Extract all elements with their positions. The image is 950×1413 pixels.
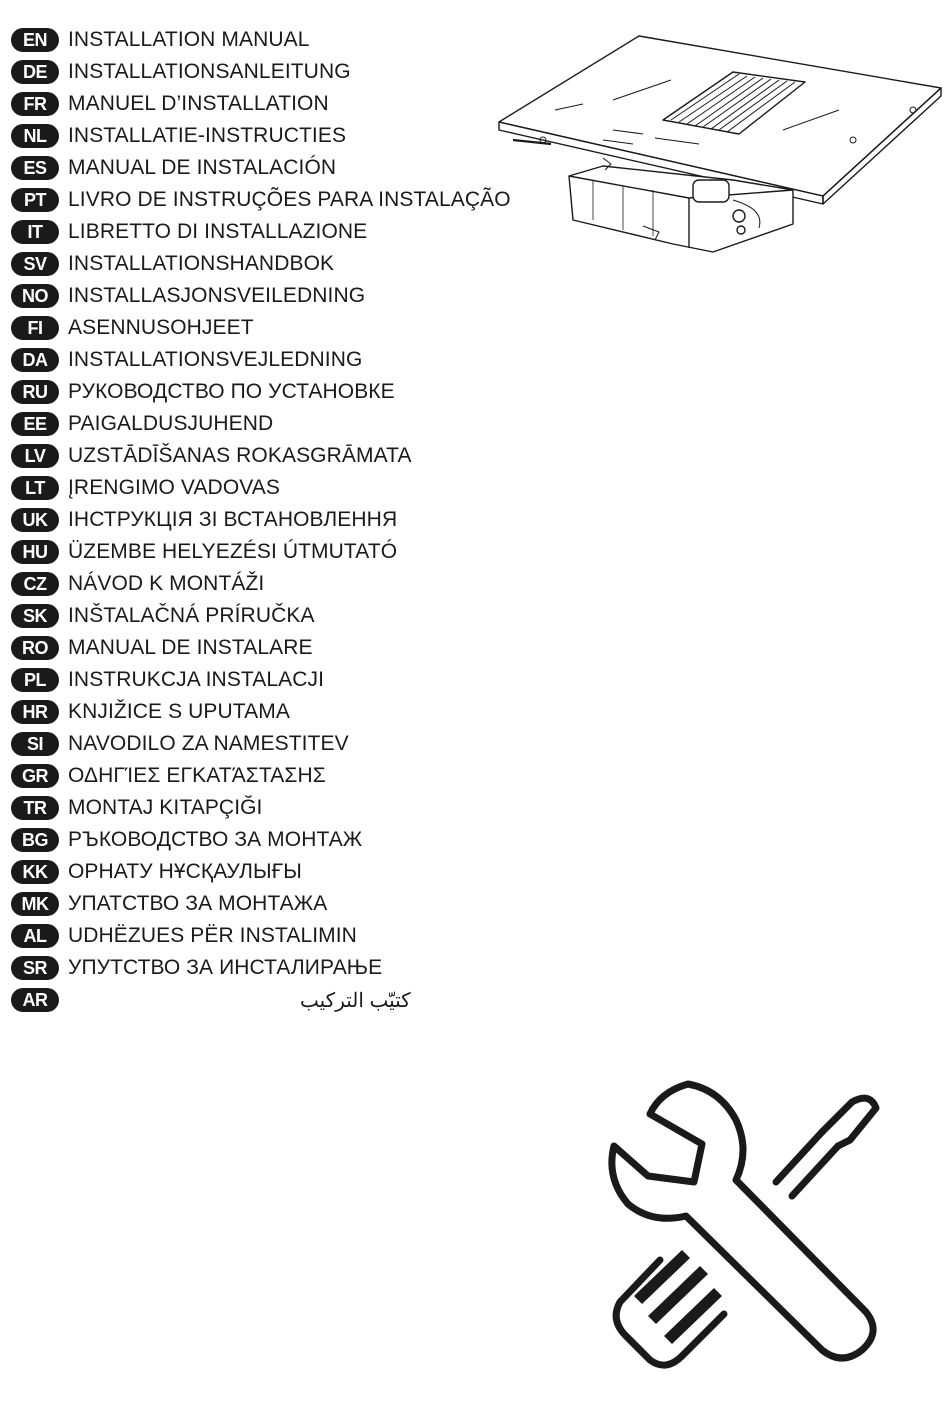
language-row-no [11, 280, 541, 312]
manual-title: LIBRETTO DI INSTALLAZIONE [68, 220, 368, 243]
language-code-badge: IT [11, 220, 59, 244]
language-row-gr [11, 760, 541, 792]
language-code-badge: LV [11, 444, 59, 468]
language-row-ee [11, 408, 541, 440]
language-code-badge: EN [11, 28, 59, 52]
language-row-sk [11, 600, 541, 632]
language-row-hu [11, 536, 541, 568]
manual-title: ÜZEMBE HELYEZÉSI ÚTMUTATÓ [68, 540, 398, 563]
language-code-badge: EE [11, 412, 59, 436]
language-row-sv [11, 248, 541, 280]
language-row-tr [11, 792, 541, 824]
language-row-it [11, 216, 541, 248]
manual-title: INSTALLATIONSANLEITUNG [68, 60, 351, 83]
manual-title: NAVODILO ZA NAMESTITEV [68, 732, 349, 755]
manual-title: РЪКОВОДСТВО ЗА МОНТАЖ [68, 828, 363, 851]
language-code-badge: SI [11, 732, 59, 756]
language-row-mk [11, 888, 541, 920]
manual-title: KNJIŽICE S UPUTAMA [68, 700, 290, 723]
manual-title: MANUAL DE INSTALARE [68, 636, 313, 659]
language-row-sr [11, 952, 541, 984]
language-row-cz [11, 568, 541, 600]
manual-title: INSTALLATIONSVEJLEDNING [68, 348, 363, 371]
manual-title: NÁVOD K MONTÁŽI [68, 572, 265, 595]
language-row-kk [11, 856, 541, 888]
language-code-badge: GR [11, 764, 59, 788]
manual-title: РУКОВОДСТВО ПО УСТАНОВКЕ [68, 380, 395, 403]
language-row-bg [11, 824, 541, 856]
language-code-badge: CZ [11, 572, 59, 596]
language-code-badge: RO [11, 636, 59, 660]
language-code-badge: DE [11, 60, 59, 84]
language-code-badge: DA [11, 348, 59, 372]
language-code-badge: SV [11, 252, 59, 276]
manual-title: UZSTĀDĪŠANAS ROKASGRĀMATA [68, 444, 412, 467]
language-row-fi [11, 312, 541, 344]
language-code-badge: HR [11, 700, 59, 724]
language-list [11, 24, 541, 1016]
language-code-badge: HU [11, 540, 59, 564]
language-code-badge: UK [11, 508, 59, 532]
manual-title: УПУТСТВО ЗА ИНСТАЛИРАЊЕ [68, 956, 383, 979]
language-row-pl [11, 664, 541, 696]
manual-title: УПАТСТВО ЗА МОНТАЖА [68, 892, 328, 915]
manual-title: INSTALLATION MANUAL [68, 28, 310, 51]
manual-title: INSTALLATIONSHANDBOK [68, 252, 335, 275]
manual-title: INSTALLASJONSVEILEDNING [68, 284, 366, 307]
language-row-lv [11, 440, 541, 472]
manual-title: MANUEL D’INSTALLATION [68, 92, 329, 115]
wrench-screwdriver-icon [590, 1070, 890, 1370]
manual-title: LIVRO DE INSTRUÇÕES PARA INSTALAÇÃO [68, 188, 511, 211]
manual-title: PAIGALDUSJUHEND [68, 412, 274, 435]
manual-title: ІНСТРУКЦІЯ ЗІ ВСТАНОВЛЕННЯ [68, 508, 398, 531]
manual-title: INSTALLATIE-INSTRUCTIES [68, 124, 347, 147]
manual-title: INŠTALAČNÁ PRÍRUČKA [68, 604, 315, 627]
manual-title: MONTAJ KITAPÇIĞI [68, 796, 263, 819]
language-row-en [11, 24, 541, 56]
language-row-uk [11, 504, 541, 536]
language-code-badge: SR [11, 956, 59, 980]
language-code-badge: KK [11, 860, 59, 884]
language-code-badge: NO [11, 284, 59, 308]
manual-title: INSTRUKCJA INSTALACJI [68, 668, 325, 691]
language-code-badge: NL [11, 124, 59, 148]
language-code-badge: MK [11, 892, 59, 916]
product-illustration [493, 30, 945, 260]
language-row-fr [11, 88, 541, 120]
language-code-badge: RU [11, 380, 59, 404]
language-code-badge: SK [11, 604, 59, 628]
manual-title: ΟΔΗΓΊΕΣ ΕΓΚΑΤΆΣΤΑΣΗΣ [68, 764, 326, 787]
language-code-badge: FI [11, 316, 59, 340]
manual-title: UDHËZUES PËR INSTALIMIN [68, 924, 357, 947]
language-code-badge: AL [11, 924, 59, 948]
language-code-badge: FR [11, 92, 59, 116]
language-row-es [11, 152, 541, 184]
language-row-ro [11, 632, 541, 664]
language-row-pt [11, 184, 541, 216]
language-code-badge: PL [11, 668, 59, 692]
language-code-badge: LT [11, 476, 59, 500]
language-code-badge: AR [11, 988, 59, 1012]
manual-title: ОРНАТУ НҰСҚАУЛЫҒЫ [68, 860, 302, 883]
language-row-ar [11, 984, 541, 1016]
manual-title: ĮRENGIMO VADOVAS [68, 476, 281, 499]
language-row-al [11, 920, 541, 952]
language-row-lt [11, 472, 541, 504]
language-row-hr [11, 696, 541, 728]
manual-title: MANUAL DE INSTALACIÓN [68, 156, 337, 179]
language-code-badge: TR [11, 796, 59, 820]
language-row-ru [11, 376, 541, 408]
language-code-badge: ES [11, 156, 59, 180]
language-row-nl [11, 120, 541, 152]
language-row-si [11, 728, 541, 760]
language-code-badge: BG [11, 828, 59, 852]
manual-title: ASENNUSOHJEET [68, 316, 254, 339]
language-code-badge: PT [11, 188, 59, 212]
manual-title: كتيّب التركيب [300, 989, 411, 1012]
language-row-da [11, 344, 541, 376]
language-row-de [11, 56, 541, 88]
